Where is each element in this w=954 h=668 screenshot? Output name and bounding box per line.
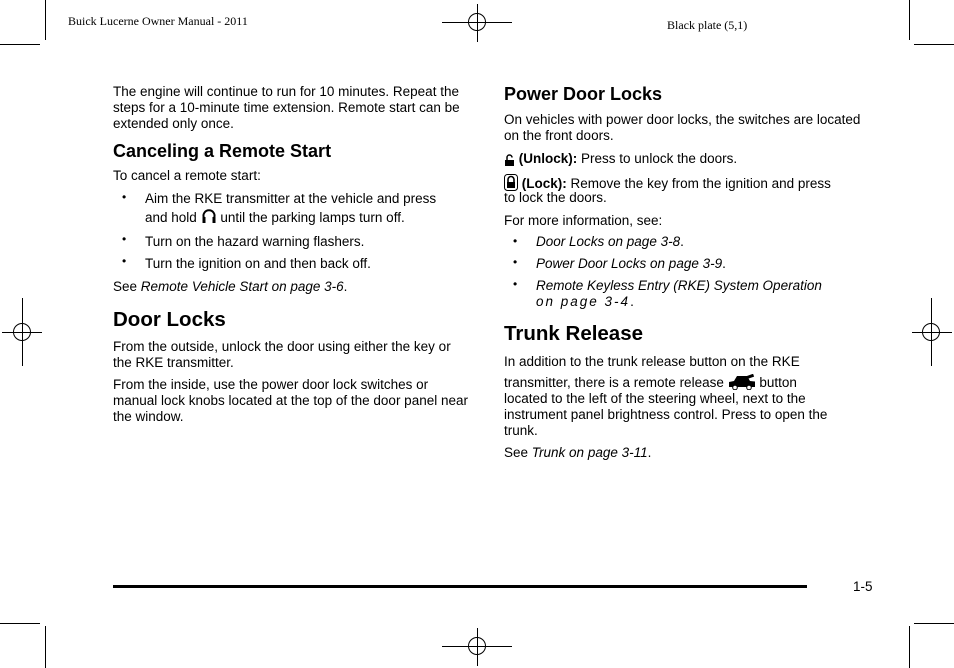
reference-link-power-door-locks[interactable]: Power Door Locks on page 3-9 [536, 256, 723, 271]
cancel-step-1-text-a: and hold [145, 210, 197, 225]
header-plate-info: Black plate (5,1) [667, 18, 748, 32]
reference-link-rke-page[interactable]: on page 3-4 [536, 294, 631, 309]
cancel-step-2: Turn on the hazard warning flashers. [145, 234, 365, 249]
canceling-heading: Canceling a Remote Start [113, 141, 332, 161]
lock-label: (Lock): [521, 176, 567, 191]
remote-start-icon [201, 208, 217, 229]
cancel-intro: To cancel a remote start: [113, 168, 261, 183]
door-locks-paragraph-1: From the outside, unlock the door using either the key or the RKE transmitter. [113, 339, 451, 370]
cancel-step-1-line1: Aim the RKE transmitter at the vehicle and press [145, 191, 437, 206]
reference-link-trunk[interactable]: Trunk on page 3-11 [531, 445, 648, 460]
unlock-icon [504, 154, 515, 170]
more-info-text: For more information, see: [504, 213, 663, 228]
trunk-release-heading: Trunk Release [504, 322, 644, 345]
bullet-marker: • [122, 190, 127, 204]
cancel-step-1-line2 [145, 208, 405, 229]
reference-link-rke-system[interactable]: Remote Keyless Entry (RKE) System Operation [536, 278, 822, 293]
see-trunk [504, 445, 651, 461]
cancel-step-1-text-b: until the parking lamps turn off. [220, 210, 405, 225]
door-locks-heading: Door Locks [113, 308, 226, 331]
lock-text-2: to lock the doors. [504, 190, 607, 205]
bullet-marker: • [513, 277, 518, 291]
reference-item-1 [536, 234, 684, 250]
reference-item-2 [536, 256, 726, 272]
lock-text-1: Remove the key from the ignition and press [570, 176, 831, 191]
door-locks-paragraph-2: From the inside, use the power door lock switches or manual lock knobs located at the top of the door panel near the window. [113, 377, 468, 424]
see-prefix: See [113, 279, 138, 294]
reference-link-remote-start[interactable]: Remote Vehicle Start on page 3-6 [140, 279, 344, 294]
reference-item-3-line2 [536, 294, 636, 310]
power-door-locks-heading: Power Door Locks [504, 84, 663, 104]
see-remote-start [113, 279, 347, 295]
period: . [343, 279, 348, 294]
unlock-text: Press to unlock the doors. [581, 151, 738, 166]
unlock-label: (Unlock): [518, 151, 578, 166]
trunk-text-a: transmitter, there is a remote release [504, 375, 724, 390]
period: . [647, 445, 652, 460]
cancel-step-3: Turn the ignition on and then back off. [145, 256, 371, 271]
reference-item-3 [536, 278, 822, 294]
page-number: 1-5 [853, 579, 873, 594]
bullet-marker: • [122, 232, 127, 246]
header-manual-title: Buick Lucerne Owner Manual - 2011 [68, 14, 248, 28]
see-prefix: See [504, 445, 529, 460]
bullet-marker: • [513, 234, 518, 248]
bullet-marker: • [513, 255, 518, 269]
trunk-paragraph-rest: located to the left of the steering wheel, next to the instrument panel brightness control. Press to open the trunk. [504, 391, 828, 438]
intro-paragraph: The engine will continue to run for 10 minutes. Repeat the steps for a 10-minute time extension. Remote start can be extended only once. [113, 84, 460, 131]
unlock-line [504, 151, 737, 170]
footer-rule [113, 585, 807, 588]
period: . [722, 256, 726, 271]
trunk-text-b: button [759, 375, 797, 390]
period: . [630, 294, 636, 309]
period: . [680, 234, 684, 249]
bullet-marker: • [122, 254, 127, 268]
power-door-locks-paragraph: On vehicles with power door locks, the switches are located on the front doors. [504, 112, 861, 143]
reference-link-door-locks[interactable]: Door Locks on page 3-8 [536, 234, 681, 249]
trunk-paragraph-line1: In addition to the trunk release button on the RKE [504, 354, 800, 369]
